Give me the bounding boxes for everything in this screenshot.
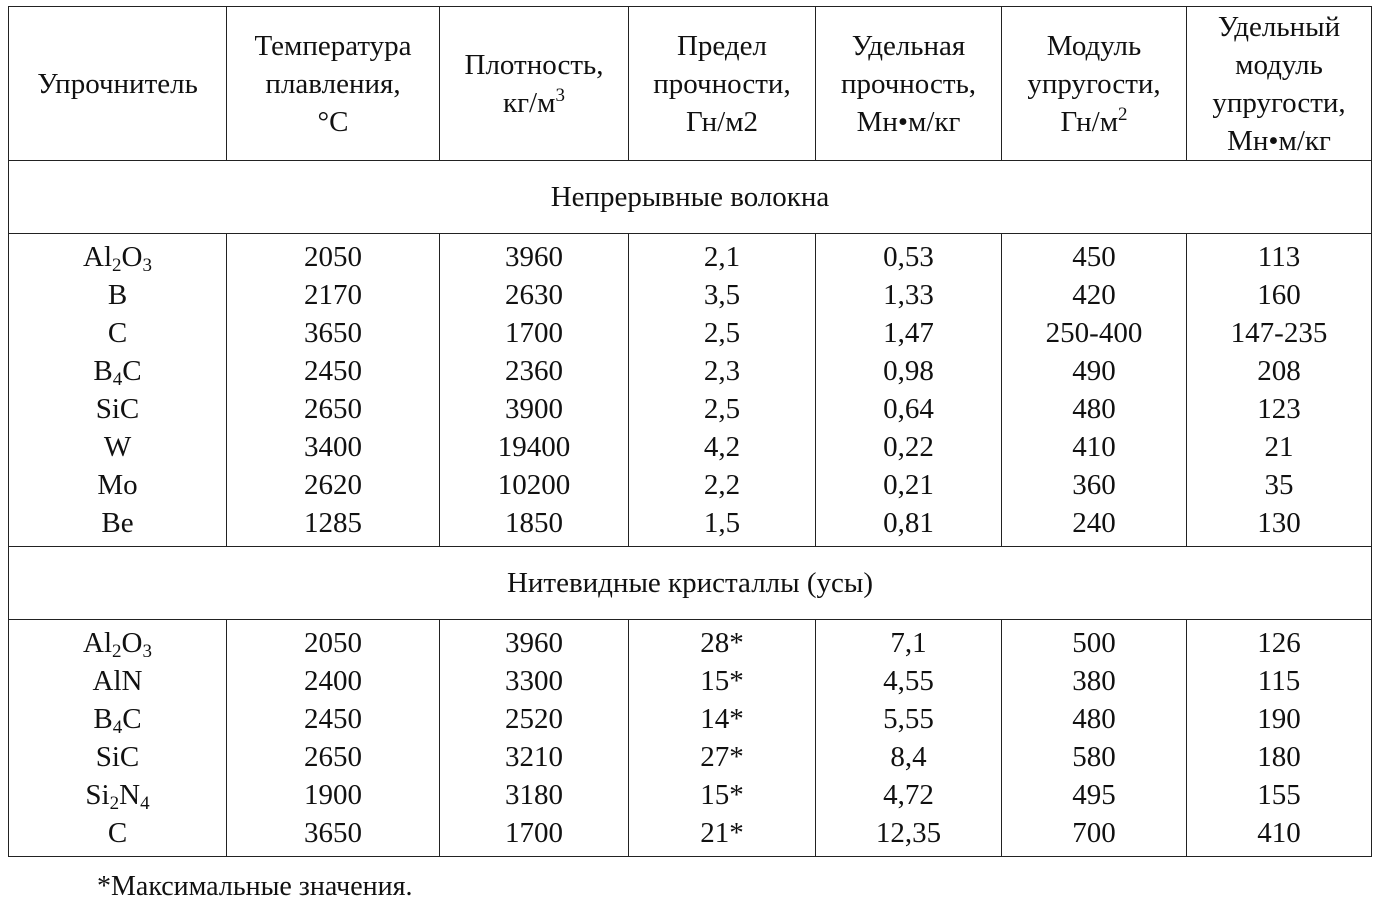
specific-strength-cell: 0,53	[816, 234, 1002, 277]
strength-cell: 2,5	[629, 314, 816, 352]
formula-part: C	[107, 317, 128, 349]
density-cell: 2630	[440, 276, 629, 314]
reinforcer-cell	[9, 390, 227, 428]
reinforcer-cell	[9, 234, 227, 277]
reinforcer-cell	[9, 776, 227, 814]
specific-modulus-cell: 21	[1187, 428, 1372, 466]
header-reinforcer-label: Упрочнитель	[37, 67, 198, 100]
formula-subscript: 3	[142, 255, 152, 276]
melting-temp-cell: 2450	[227, 700, 440, 738]
reinforcer-cell	[9, 314, 227, 352]
modulus-cell: 410	[1002, 428, 1187, 466]
melting-temp-cell: 2050	[227, 620, 440, 663]
header-spec-strength-line2: прочность,	[840, 67, 977, 100]
density-cell: 3900	[440, 390, 629, 428]
density-cell: 10200	[440, 466, 629, 504]
specific-modulus-cell: 190	[1187, 700, 1372, 738]
table-row	[9, 314, 1372, 352]
table-row	[9, 234, 1372, 277]
header-density-unit: кг/м	[503, 86, 556, 119]
strength-cell: 3,5	[629, 276, 816, 314]
header-spec-modulus-line2: модуль	[1235, 48, 1323, 81]
reinforcer-cell	[9, 428, 227, 466]
specific-modulus-cell: 208	[1187, 352, 1372, 390]
table-row	[9, 662, 1372, 700]
reinforcer-cell	[9, 700, 227, 738]
specific-modulus-cell: 113	[1187, 234, 1372, 277]
modulus-cell: 500	[1002, 620, 1187, 663]
specific-strength-cell: 12,35	[816, 814, 1002, 857]
specific-modulus-cell: 130	[1187, 504, 1372, 547]
table-row	[9, 352, 1372, 390]
formula-subscript: 3	[142, 641, 152, 662]
modulus-cell: 240	[1002, 504, 1187, 547]
formula-part: B	[93, 703, 113, 735]
table-row	[9, 504, 1372, 547]
strength-cell: 15*	[629, 662, 816, 700]
formula-part: W	[103, 431, 132, 463]
formula-subscript: 2	[112, 255, 122, 276]
density-cell: 2520	[440, 700, 629, 738]
modulus-cell: 480	[1002, 700, 1187, 738]
reinforcer-cell	[9, 276, 227, 314]
section-continuous-fibers	[9, 161, 1372, 547]
table-row	[9, 390, 1372, 428]
specific-modulus-cell: 160	[1187, 276, 1372, 314]
formula-subscript: 4	[112, 369, 123, 390]
specific-strength-cell: 0,22	[816, 428, 1002, 466]
formula-part: AlN	[92, 665, 143, 697]
header-density-line1: Плотность,	[464, 48, 604, 81]
melting-temp-cell: 2050	[227, 234, 440, 277]
table-row	[9, 776, 1372, 814]
reinforcer-cell	[9, 620, 227, 663]
header-row	[9, 7, 1372, 161]
melting-temp-cell: 2620	[227, 466, 440, 504]
header-modulus-line1: Модуль	[1046, 29, 1142, 62]
density-cell: 3300	[440, 662, 629, 700]
formula-part: O	[121, 241, 143, 273]
formula-part: B	[107, 279, 128, 311]
specific-strength-cell: 7,1	[816, 620, 1002, 663]
melting-temp-cell: 1900	[227, 776, 440, 814]
formula-subscript: 2	[112, 641, 122, 662]
specific-strength-cell: 1,33	[816, 276, 1002, 314]
specific-modulus-cell: 123	[1187, 390, 1372, 428]
header-melting-line2: плавления,	[265, 67, 401, 100]
density-cell: 1850	[440, 504, 629, 547]
melting-temp-cell: 1285	[227, 504, 440, 547]
table-header	[9, 7, 1372, 161]
reinforcer-cell	[9, 738, 227, 776]
section-whiskers	[9, 547, 1372, 857]
strength-cell: 2,5	[629, 390, 816, 428]
modulus-cell: 360	[1002, 466, 1187, 504]
density-cell: 3960	[440, 234, 629, 277]
section-header-row	[9, 161, 1372, 234]
header-spec-modulus-line1: Удельный	[1217, 10, 1341, 43]
density-cell: 1700	[440, 314, 629, 352]
header-spec-modulus-unit: Мн•м/кг	[1227, 124, 1331, 157]
formula-part: SiC	[95, 393, 140, 425]
melting-temp-cell: 2650	[227, 738, 440, 776]
strength-cell: 2,3	[629, 352, 816, 390]
header-melting-unit: °С	[317, 105, 349, 138]
formula-part: C	[107, 817, 128, 849]
strength-cell: 1,5	[629, 504, 816, 547]
strength-cell: 15*	[629, 776, 816, 814]
formula-part: Al	[83, 627, 113, 659]
specific-modulus-cell: 180	[1187, 738, 1372, 776]
melting-temp-cell: 2170	[227, 276, 440, 314]
header-strength-line1: Предел	[676, 29, 768, 62]
section-header-row	[9, 547, 1372, 620]
header-density	[440, 7, 629, 161]
density-cell: 3210	[440, 738, 629, 776]
header-modulus-line2: упругости,	[1027, 67, 1161, 100]
table-row	[9, 620, 1372, 663]
reinforcer-cell	[9, 814, 227, 857]
modulus-cell: 495	[1002, 776, 1187, 814]
density-cell: 3960	[440, 620, 629, 663]
specific-strength-cell: 5,55	[816, 700, 1002, 738]
header-strength-unit: Гн/м2	[685, 105, 759, 138]
formula-subscript: 2	[109, 793, 120, 814]
reinforcer-cell	[9, 662, 227, 700]
melting-temp-cell: 2650	[227, 390, 440, 428]
specific-strength-cell: 4,55	[816, 662, 1002, 700]
strength-cell: 14*	[629, 700, 816, 738]
modulus-cell: 480	[1002, 390, 1187, 428]
specific-strength-cell: 0,98	[816, 352, 1002, 390]
header-melting-line1: Температура	[254, 29, 412, 62]
table-row	[9, 814, 1372, 857]
formula-part: Be	[101, 507, 134, 539]
formula-part: Al	[83, 241, 113, 273]
melting-temp-cell: 3400	[227, 428, 440, 466]
header-specific-strength	[816, 7, 1002, 161]
formula-part: Si	[85, 779, 110, 811]
formula-part: Mo	[97, 469, 138, 501]
specific-strength-cell: 4,72	[816, 776, 1002, 814]
specific-strength-cell: 8,4	[816, 738, 1002, 776]
reinforcer-cell	[9, 466, 227, 504]
header-melting-temp	[227, 7, 440, 161]
formula-subscript: 4	[140, 793, 150, 814]
header-reinforcer	[9, 7, 227, 161]
formula-part: N	[119, 779, 141, 811]
specific-modulus-cell: 155	[1187, 776, 1372, 814]
header-specific-modulus	[1187, 7, 1372, 161]
formula-part: SiC	[95, 741, 140, 773]
modulus-cell: 450	[1002, 234, 1187, 277]
strength-cell: 28*	[629, 620, 816, 663]
header-spec-modulus-line3: упругости,	[1212, 86, 1346, 119]
reinforcer-cell	[9, 352, 227, 390]
header-strength-line2: прочности,	[653, 67, 791, 100]
density-cell: 19400	[440, 428, 629, 466]
table-row	[9, 738, 1372, 776]
strength-cell: 4,2	[629, 428, 816, 466]
modulus-cell: 490	[1002, 352, 1187, 390]
footnote: *Максимальные значения.	[97, 871, 413, 902]
specific-strength-cell: 1,47	[816, 314, 1002, 352]
modulus-cell: 380	[1002, 662, 1187, 700]
properties-table	[8, 6, 1372, 857]
specific-strength-cell: 0,64	[816, 390, 1002, 428]
formula-part: C	[122, 355, 142, 387]
formula-subscript: 4	[112, 717, 123, 738]
melting-temp-cell: 3650	[227, 814, 440, 857]
strength-cell: 2,2	[629, 466, 816, 504]
modulus-cell: 580	[1002, 738, 1187, 776]
strength-cell: 2,1	[629, 234, 816, 277]
header-strength-limit	[629, 7, 816, 161]
melting-temp-cell: 2400	[227, 662, 440, 700]
header-spec-strength-line1: Удельная	[851, 29, 966, 62]
specific-modulus-cell: 410	[1187, 814, 1372, 857]
reinforcer-cell	[9, 504, 227, 547]
header-elastic-modulus	[1002, 7, 1187, 161]
formula-part: C	[122, 703, 142, 735]
header-modulus-unit: Гн/м	[1060, 105, 1119, 138]
density-cell: 1700	[440, 814, 629, 857]
header-density-exponent: 3	[555, 84, 565, 106]
modulus-cell: 420	[1002, 276, 1187, 314]
specific-modulus-cell: 115	[1187, 662, 1372, 700]
table-row	[9, 276, 1372, 314]
formula-part: B	[93, 355, 113, 387]
strength-cell: 21*	[629, 814, 816, 857]
table-row	[9, 700, 1372, 738]
header-spec-strength-unit: Мн•м/кг	[856, 105, 961, 138]
melting-temp-cell: 2450	[227, 352, 440, 390]
section-title: Нитевидные кристаллы (усы)	[9, 547, 1372, 620]
specific-strength-cell: 0,81	[816, 504, 1002, 547]
formula-part: O	[121, 627, 143, 659]
specific-strength-cell: 0,21	[816, 466, 1002, 504]
density-cell: 2360	[440, 352, 629, 390]
section-title: Непрерывные волокна	[9, 161, 1372, 234]
specific-modulus-cell: 35	[1187, 466, 1372, 504]
strength-cell: 27*	[629, 738, 816, 776]
specific-modulus-cell: 147-235	[1187, 314, 1372, 352]
melting-temp-cell: 3650	[227, 314, 440, 352]
table-row	[9, 428, 1372, 466]
modulus-cell: 250-400	[1002, 314, 1187, 352]
specific-modulus-cell: 126	[1187, 620, 1372, 663]
header-modulus-exponent: 2	[1118, 103, 1128, 125]
table-row	[9, 466, 1372, 504]
density-cell: 3180	[440, 776, 629, 814]
modulus-cell: 700	[1002, 814, 1187, 857]
